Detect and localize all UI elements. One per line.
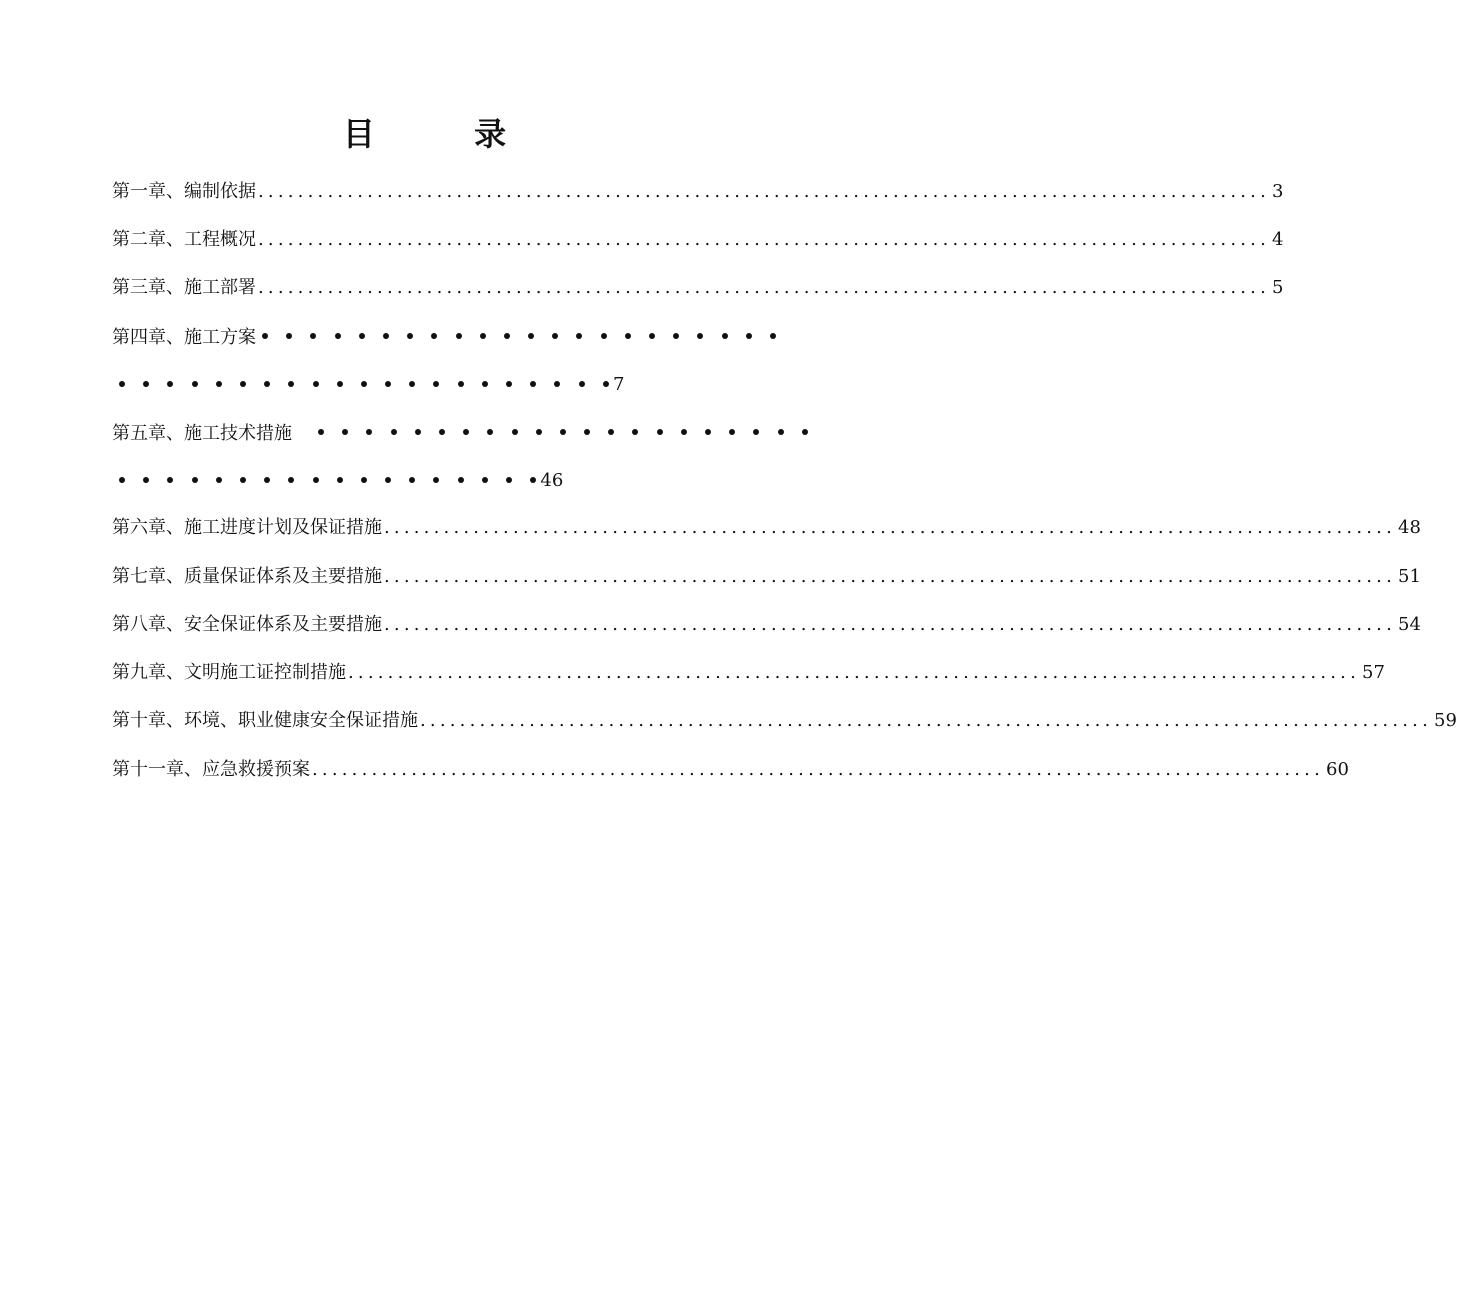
toc-entry-5-continuation [112, 464, 563, 496]
toc-entry-page: 51 [1398, 566, 1421, 587]
toc-entry-label: 第一章、编制依据 [112, 181, 256, 202]
toc-entry-label: 第三章、施工部署 [112, 277, 256, 298]
dot-leader: ...................................................................................................... [348, 662, 1361, 683]
dot-leader: ...................................................................................................... [384, 566, 1397, 587]
toc-entry-4-continuation [112, 368, 624, 400]
toc-entry-2[interactable] [112, 224, 1284, 256]
toc-entry-label: 第八章、安全保证体系及主要措施 [112, 614, 382, 635]
toc-entry-page: 48 [1398, 517, 1421, 538]
dot-leader [318, 429, 808, 435]
toc-entry-page: 4 [1272, 229, 1284, 250]
toc-entry-label: 第二章、工程概况 [112, 229, 256, 250]
dot-leader [262, 333, 776, 339]
toc-entry-page: 7 [612, 373, 625, 395]
dot-leader: ...................................................................................................... [384, 517, 1397, 538]
toc-entry-page: 5 [1272, 277, 1284, 298]
toc-entry-label: 第十章、环境、职业健康安全保证措施 [112, 710, 418, 731]
dot-leader: ...................................................................................................... [258, 277, 1271, 298]
toc-entry-11[interactable] [112, 754, 1349, 786]
dot-leader: ...................................................................................................... [312, 759, 1325, 780]
dot-leader [119, 477, 554, 483]
toc-entry-8[interactable] [112, 609, 1421, 641]
toc-title: 目 录 [342, 115, 551, 153]
toc-entry-9[interactable] [112, 657, 1385, 689]
toc-entry-10[interactable] [112, 705, 1457, 737]
toc-entry-6[interactable] [112, 512, 1421, 544]
toc-entry-label: 第九章、文明施工证控制措施 [112, 662, 346, 683]
dot-leader: ...................................................................................................... [258, 181, 1271, 202]
dot-leader: ...................................................................................................... [384, 614, 1397, 635]
dot-leader: ...................................................................................................... [258, 229, 1271, 250]
dot-leader [119, 381, 627, 387]
toc-entry-label: 第五章、施工技术措施 [112, 423, 292, 444]
toc-entry-7[interactable] [112, 561, 1421, 593]
toc-entry-5[interactable] [112, 416, 848, 448]
toc-entry-label: 第四章、施工方案 [112, 327, 256, 348]
dot-leader: ...................................................................................................... [420, 710, 1433, 731]
toc-entry-1[interactable] [112, 176, 1284, 208]
toc-entry-label: 第七章、质量保证体系及主要措施 [112, 566, 382, 587]
toc-entry-label: 第十一章、应急救援预案 [112, 759, 310, 780]
toc-entry-page: 59 [1434, 710, 1457, 731]
toc-entry-page: 54 [1398, 614, 1421, 635]
toc-entry-page: 60 [1326, 759, 1349, 780]
toc-entry-3[interactable] [112, 272, 1284, 304]
toc-entry-label: 第六章、施工进度计划及保证措施 [112, 517, 382, 538]
toc-entry-page: 3 [1272, 181, 1284, 202]
toc-entry-page: 57 [1362, 662, 1385, 683]
toc-entry-page: 46 [540, 469, 564, 491]
toc-entry-4[interactable] [112, 320, 848, 352]
